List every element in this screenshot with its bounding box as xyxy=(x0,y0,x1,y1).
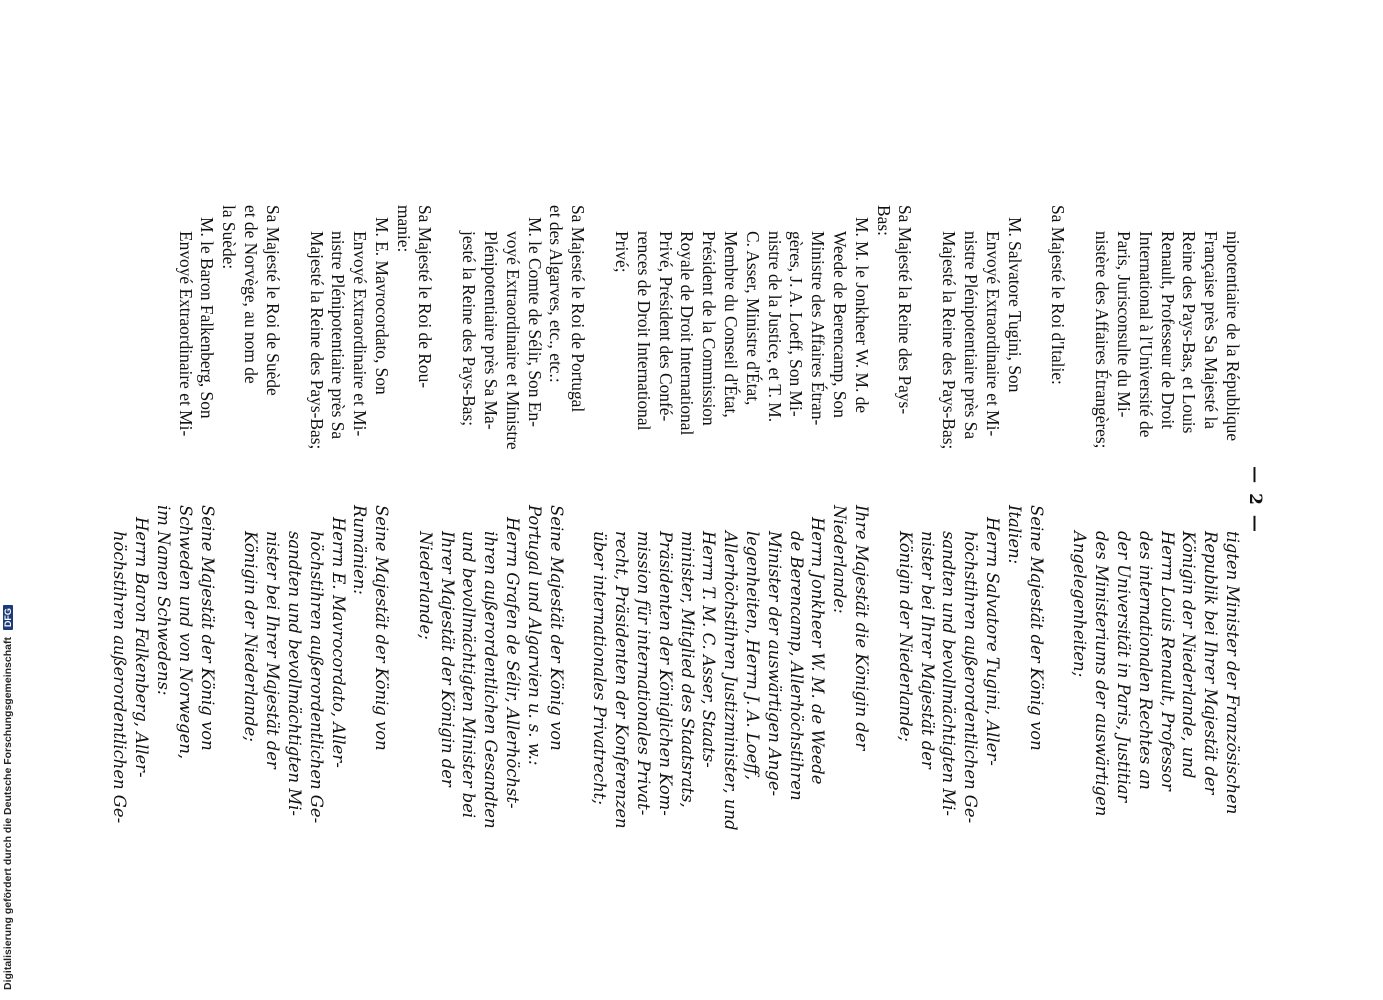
german-text-line: Herrn Jonkheer W. M. de Weede xyxy=(808,517,828,785)
german-text-line: sandten und bevollmächtigten Mi- xyxy=(939,531,959,816)
german-text-line: Seine Majestät der König von xyxy=(372,505,392,751)
german-text-line: Herrn Louis Renault, Professor xyxy=(1157,531,1177,791)
dfg-logo: DFG xyxy=(3,605,13,630)
german-text-line: Ihrer Majestät der Königin der xyxy=(437,531,457,787)
german-text-line: tigten Minister der Französischen xyxy=(1223,531,1242,815)
french-text-line: jesté la Reine des Pays-Bas; xyxy=(459,231,480,427)
german-text-line: Italien: xyxy=(1004,505,1024,565)
german-text-line: höchstihren außerordentlichen Ge- xyxy=(306,531,326,824)
german-text-line: recht, Präsidenten der Konferenzen xyxy=(612,531,632,829)
german-text-line: der Universität in Paris, Justitiar xyxy=(1114,531,1134,803)
german-text-line: Königin der Niederlande, und xyxy=(1179,531,1199,779)
german-text-spacer xyxy=(392,505,414,955)
french-text-line: International à l'Université de xyxy=(1135,231,1156,438)
french-text-line: Sa Majesté le Roi de Suède xyxy=(262,205,283,396)
french-text-line: Sa Majesté le Roi de Portugal xyxy=(568,205,589,413)
german-text-line: Herrn Grafen de Sélir, Allerhöchst- xyxy=(503,517,523,809)
french-text-line: gères, J. A. Loeff, Son Mi- xyxy=(786,231,807,417)
german-text-line: Herrn E. Mavrocordato, Aller- xyxy=(328,517,348,768)
german-text-spacer xyxy=(567,505,589,955)
french-text-line: M. M. le Jonkheer W. M. de xyxy=(851,217,872,414)
french-text-line: nistre de la Justice, et T. M. xyxy=(764,231,785,423)
german-text-line: Allerhöchstihren Justizminister, und xyxy=(721,531,741,831)
french-text-line: voyé Extraordinaire et Ministre xyxy=(502,231,523,450)
german-text-line: höchstihren außerordentlichen Ge- xyxy=(110,531,130,824)
german-text-line: im Namen Schwedens: xyxy=(153,505,173,696)
german-text-line: Königin der Niederlande; xyxy=(895,531,915,742)
french-text-line: Sa Majesté le Roi d'Italie: xyxy=(1048,205,1069,385)
french-text-line: Majesté la Reine des Pays-Bas; xyxy=(306,231,327,450)
german-text-line: über internationales Privatrecht; xyxy=(590,531,610,805)
german-text-line: Niederlande; xyxy=(415,531,435,640)
german-text-line: nister bei Ihrer Majestät der xyxy=(263,531,283,769)
german-text-line: und bevollmächtigten Minister bei xyxy=(459,531,479,819)
page-number: — 2 — xyxy=(1245,466,1265,534)
french-text-line: C. Asser, Ministre d'État, xyxy=(742,231,763,406)
french-text-line: Reine des Pays-Bas, et Louis xyxy=(1179,231,1200,434)
german-text-line: nister bei Ihrer Majestät der xyxy=(917,531,937,769)
french-text-line: Privé, Président des Confé- xyxy=(655,231,676,422)
french-text-line: Sa Majesté la Reine des Pays- xyxy=(895,205,916,415)
french-text-line: Président de la Commission xyxy=(699,231,720,426)
german-text-line: sandten und bevollmächtigten Mi- xyxy=(284,531,304,816)
german-text-column xyxy=(109,505,1243,955)
german-text-line: des Ministeriums der auswärtigen xyxy=(1092,531,1112,817)
french-text-line: M. E. Mavrocordato, Son xyxy=(371,217,392,395)
german-text-line: des internationalen Rechtes an xyxy=(1135,531,1155,790)
german-text-line: mission für internationales Privat- xyxy=(634,531,654,816)
french-text-line: Privé; xyxy=(612,231,633,273)
french-text-line: Membre du Conseil d'État, xyxy=(721,231,742,418)
french-text-line: nistre Plénipotentiaire près Sa xyxy=(328,231,349,440)
german-text-line: Seine Majestät der König von xyxy=(1026,505,1046,751)
french-text-line: Envoyé Extraordinaire et Mi- xyxy=(175,231,196,437)
german-text-spacer xyxy=(218,505,240,955)
french-text-line: Paris, Jurisconsulte du Mi- xyxy=(1114,231,1135,418)
german-text-line: Herrn Salvatore Tugini, Aller- xyxy=(983,517,1003,766)
german-text-spacer xyxy=(1047,505,1069,955)
german-text-line: Republik bei Ihrer Majestät der xyxy=(1201,531,1221,795)
french-text-line: et de Norvège, au nom de xyxy=(240,205,261,384)
german-text-line: Präsidenten der Königlichen Kom- xyxy=(655,531,675,816)
french-text-line: nistère des Affaires Étrangères; xyxy=(1092,231,1113,449)
french-text-line: Sa Majesté le Roi de Rou- xyxy=(415,205,436,389)
german-text-line: Königin der Niederlande; xyxy=(241,531,261,742)
digitization-credit-text: Digitalisierung gefördert durch die Deutsche Forschungsgemeinschaft xyxy=(2,637,14,990)
french-text-line: rences de Droit International xyxy=(633,231,654,431)
french-text-line: Renault, Professeur de Droit xyxy=(1157,231,1178,430)
german-text-line: de Berencamp, Allerhöchstihren xyxy=(786,531,806,801)
french-text-line: manie: xyxy=(393,205,414,253)
german-text-line: Schweden und von Norwegen, xyxy=(175,505,195,760)
digitization-credit xyxy=(2,0,16,990)
german-text-line: Portugal und Algarvien u. s. w.: xyxy=(524,505,544,766)
french-text-line: M. le Comte de Sélir, Son En- xyxy=(524,217,545,427)
french-text-line: M. Salvatore Tugini, Son xyxy=(1004,217,1025,393)
german-text-line: ihren außerordentlichen Gesandten xyxy=(481,531,501,829)
french-text-line: et des Algarves, etc., etc.: xyxy=(546,205,567,383)
german-text-line: Herrn T. M. C. Asser, Staats- xyxy=(699,531,719,768)
french-text-line: Envoyé Extraordinaire et Mi- xyxy=(350,231,371,437)
german-text-line: legenheiten, Herrn J. A. Loeff, xyxy=(743,531,763,781)
french-text-line: Ministre des Affaires Étran- xyxy=(808,231,829,426)
german-text-line: Angelegenheiten; xyxy=(1070,531,1090,678)
german-text-line: Seine Majestät der König von xyxy=(197,505,217,751)
french-text-line: M. le Baron Falkenberg, Son xyxy=(197,217,218,419)
french-text-line: Weede de Berencamp, Son xyxy=(830,231,851,418)
french-text-line: nipotentiaire de la République xyxy=(1223,231,1243,442)
german-text-line: höchstihren außerordentlichen Ge- xyxy=(961,531,981,824)
french-text-line: Majesté la Reine des Pays-Bas; xyxy=(939,231,960,450)
german-text-spacer xyxy=(872,505,894,955)
german-text-line: Herrn Baron Falkenberg, Aller- xyxy=(132,517,152,778)
french-text-line: Bas: xyxy=(873,205,894,236)
german-text-line: Minister der auswärtigen Ange- xyxy=(764,531,784,797)
german-text-line: Niederlande: xyxy=(830,505,850,614)
french-text-line: nistre Plénipotentiaire près Sa xyxy=(961,231,982,440)
french-text-line: Envoyé Extraordinaire et Mi- xyxy=(982,231,1003,437)
french-text-line: la Suède: xyxy=(219,205,240,270)
german-text-line: minister, Mitglied des Staatsrats, xyxy=(677,531,697,808)
german-text-line: Seine Majestät der König von xyxy=(546,505,566,751)
german-text-line: Rumänien: xyxy=(350,505,370,595)
french-text-line: Royale de Droit International xyxy=(677,231,698,436)
german-text-line: Ihre Majestät die Königin der xyxy=(852,505,872,751)
french-text-line: Plénipotentiaire près Sa Ma- xyxy=(481,231,502,430)
french-text-line: Française près Sa Majesté la xyxy=(1201,231,1222,429)
